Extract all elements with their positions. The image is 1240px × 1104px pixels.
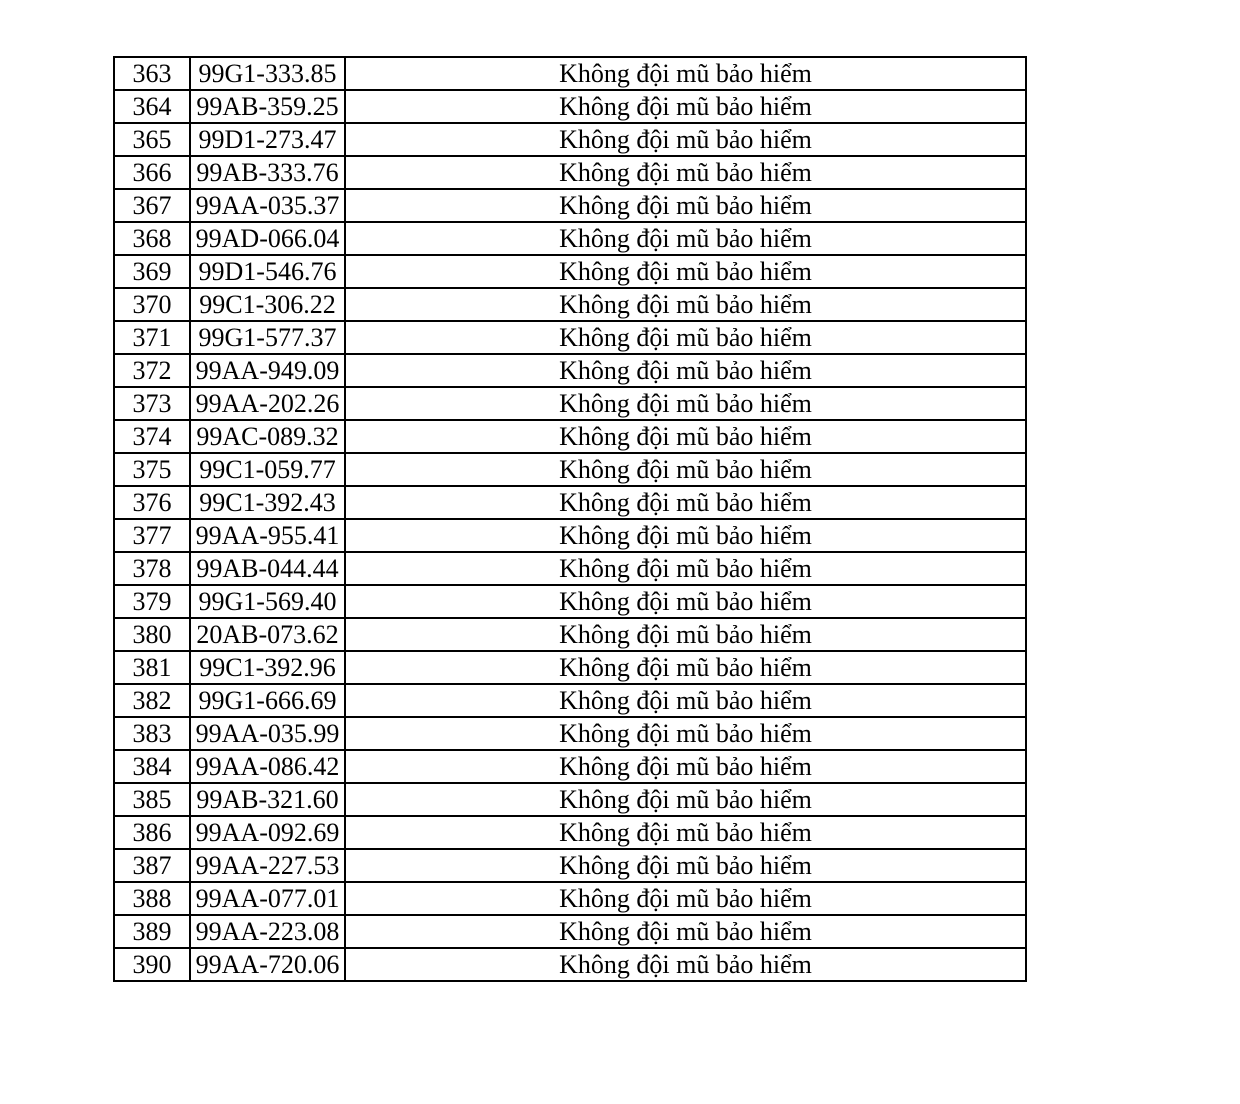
violation-cell: Không đội mũ bảo hiểm: [345, 90, 1026, 123]
violation-cell: Không đội mũ bảo hiểm: [345, 57, 1026, 90]
license-plate-cell: 99AA-035.99: [190, 717, 345, 750]
table-row: [114, 189, 1026, 222]
license-plate-cell: 99G1-577.37: [190, 321, 345, 354]
row-number-cell: 372: [114, 354, 190, 387]
violation-cell: Không đội mũ bảo hiểm: [345, 387, 1026, 420]
license-plate-cell: 99AA-086.42: [190, 750, 345, 783]
violation-cell: Không đội mũ bảo hiểm: [345, 618, 1026, 651]
license-plate-cell: 99AA-202.26: [190, 387, 345, 420]
row-number-cell: 382: [114, 684, 190, 717]
license-plate-cell: 99AA-227.53: [190, 849, 345, 882]
row-number-cell: 385: [114, 783, 190, 816]
violation-cell: Không đội mũ bảo hiểm: [345, 585, 1026, 618]
row-number-cell: 379: [114, 585, 190, 618]
license-plate-cell: 99AB-044.44: [190, 552, 345, 585]
table-row: [114, 156, 1026, 189]
violation-cell: Không đội mũ bảo hiểm: [345, 552, 1026, 585]
violation-cell: Không đội mũ bảo hiểm: [345, 750, 1026, 783]
violation-cell: Không đội mũ bảo hiểm: [345, 123, 1026, 156]
license-plate-cell: 99AA-720.06: [190, 948, 345, 981]
row-number-cell: 381: [114, 651, 190, 684]
row-number-cell: 378: [114, 552, 190, 585]
license-plate-cell: 99D1-546.76: [190, 255, 345, 288]
license-plate-cell: 99AB-359.25: [190, 90, 345, 123]
row-number-cell: 364: [114, 90, 190, 123]
license-plate-cell: 99C1-392.43: [190, 486, 345, 519]
row-number-cell: 389: [114, 915, 190, 948]
violation-cell: Không đội mũ bảo hiểm: [345, 453, 1026, 486]
table-row: [114, 816, 1026, 849]
violation-cell: Không đội mũ bảo hiểm: [345, 354, 1026, 387]
row-number-cell: 374: [114, 420, 190, 453]
table-row: [114, 552, 1026, 585]
row-number-cell: 366: [114, 156, 190, 189]
row-number-cell: 363: [114, 57, 190, 90]
license-plate-cell: 99AB-321.60: [190, 783, 345, 816]
table-row: [114, 387, 1026, 420]
violation-cell: Không đội mũ bảo hiểm: [345, 783, 1026, 816]
violation-cell: Không đội mũ bảo hiểm: [345, 816, 1026, 849]
table-row: [114, 717, 1026, 750]
table-row: [114, 123, 1026, 156]
row-number-cell: 375: [114, 453, 190, 486]
row-number-cell: 377: [114, 519, 190, 552]
row-number-cell: 368: [114, 222, 190, 255]
license-plate-cell: 99G1-333.85: [190, 57, 345, 90]
row-number-cell: 390: [114, 948, 190, 981]
license-plate-cell: 99AA-955.41: [190, 519, 345, 552]
violation-cell: Không đội mũ bảo hiểm: [345, 519, 1026, 552]
violation-cell: Không đội mũ bảo hiểm: [345, 156, 1026, 189]
row-number-cell: 376: [114, 486, 190, 519]
table-row: [114, 486, 1026, 519]
license-plate-cell: 99AA-092.69: [190, 816, 345, 849]
table-row: [114, 882, 1026, 915]
row-number-cell: 387: [114, 849, 190, 882]
license-plate-cell: 99G1-569.40: [190, 585, 345, 618]
license-plate-cell: 99AA-223.08: [190, 915, 345, 948]
license-plate-cell: 99AC-089.32: [190, 420, 345, 453]
table-row: [114, 948, 1026, 981]
table-row: [114, 585, 1026, 618]
violation-cell: Không đội mũ bảo hiểm: [345, 321, 1026, 354]
violation-cell: Không đội mũ bảo hiểm: [345, 684, 1026, 717]
table-row: [114, 783, 1026, 816]
row-number-cell: 380: [114, 618, 190, 651]
violation-cell: Không đội mũ bảo hiểm: [345, 717, 1026, 750]
table-row: [114, 849, 1026, 882]
table-row: [114, 453, 1026, 486]
table-row: [114, 222, 1026, 255]
table-row: [114, 915, 1026, 948]
license-plate-cell: 20AB-073.62: [190, 618, 345, 651]
violation-cell: Không đội mũ bảo hiểm: [345, 915, 1026, 948]
row-number-cell: 371: [114, 321, 190, 354]
violation-cell: Không đội mũ bảo hiểm: [345, 849, 1026, 882]
violation-cell: Không đội mũ bảo hiểm: [345, 255, 1026, 288]
row-number-cell: 369: [114, 255, 190, 288]
row-number-cell: 384: [114, 750, 190, 783]
row-number-cell: 365: [114, 123, 190, 156]
license-plate-cell: 99AA-035.37: [190, 189, 345, 222]
violation-cell: Không đội mũ bảo hiểm: [345, 651, 1026, 684]
row-number-cell: 373: [114, 387, 190, 420]
table-row: [114, 618, 1026, 651]
row-number-cell: 386: [114, 816, 190, 849]
license-plate-cell: 99C1-392.96: [190, 651, 345, 684]
row-number-cell: 370: [114, 288, 190, 321]
license-plate-cell: 99D1-273.47: [190, 123, 345, 156]
table-row: [114, 57, 1026, 90]
violation-cell: Không đội mũ bảo hiểm: [345, 288, 1026, 321]
violation-cell: Không đội mũ bảo hiểm: [345, 948, 1026, 981]
license-plate-cell: 99AB-333.76: [190, 156, 345, 189]
violation-cell: Không đội mũ bảo hiểm: [345, 420, 1026, 453]
license-plate-cell: 99C1-059.77: [190, 453, 345, 486]
table-row: [114, 255, 1026, 288]
violations-table: [113, 56, 1027, 982]
violation-cell: Không đội mũ bảo hiểm: [345, 189, 1026, 222]
violation-cell: Không đội mũ bảo hiểm: [345, 486, 1026, 519]
table-row: [114, 651, 1026, 684]
license-plate-cell: 99G1-666.69: [190, 684, 345, 717]
violation-cell: Không đội mũ bảo hiểm: [345, 222, 1026, 255]
license-plate-cell: 99C1-306.22: [190, 288, 345, 321]
violation-cell: Không đội mũ bảo hiểm: [345, 882, 1026, 915]
table-body: [114, 57, 1026, 981]
table-row: [114, 90, 1026, 123]
table-row: [114, 420, 1026, 453]
row-number-cell: 367: [114, 189, 190, 222]
table-row: [114, 288, 1026, 321]
row-number-cell: 383: [114, 717, 190, 750]
license-plate-cell: 99AD-066.04: [190, 222, 345, 255]
row-number-cell: 388: [114, 882, 190, 915]
table-row: [114, 354, 1026, 387]
license-plate-cell: 99AA-949.09: [190, 354, 345, 387]
table-row: [114, 684, 1026, 717]
table-row: [114, 519, 1026, 552]
license-plate-cell: 99AA-077.01: [190, 882, 345, 915]
table-row: [114, 750, 1026, 783]
table-row: [114, 321, 1026, 354]
